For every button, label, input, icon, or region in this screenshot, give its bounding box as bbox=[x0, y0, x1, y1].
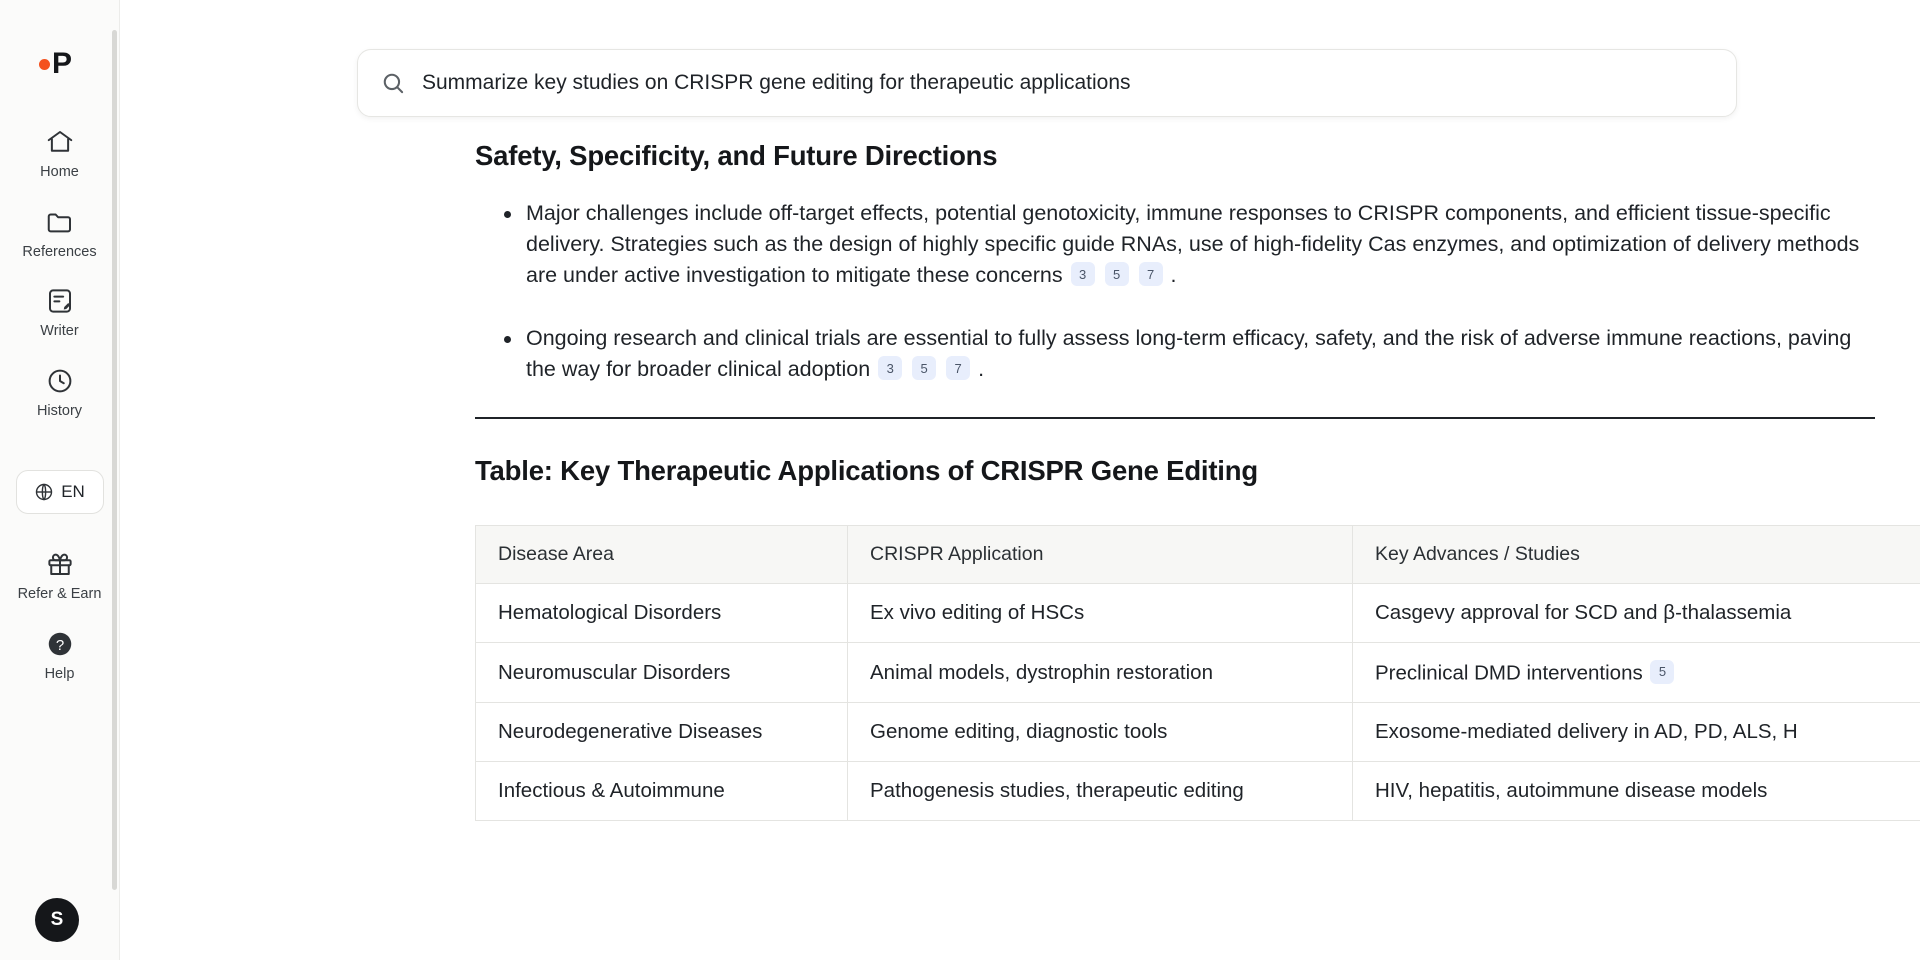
bullet-text: Ongoing research and clinical trials are essential to fully assess long-term efficacy, safety, and the risk of adverse immune reactions, paving the way for broader clinical adoption bbox=[526, 325, 1852, 381]
list-item bbox=[475, 323, 1875, 385]
applications-table bbox=[475, 525, 1920, 822]
cell-disease-area: Hematological Disorders bbox=[476, 583, 848, 642]
sidebar-item-help-label: Help bbox=[44, 665, 75, 682]
sidebar-item-references[interactable] bbox=[12, 206, 108, 260]
language-selector[interactable] bbox=[16, 470, 104, 514]
citation-chip[interactable]: 5 bbox=[912, 356, 936, 380]
sidebar-item-history-label: History bbox=[36, 402, 83, 419]
clock-icon bbox=[44, 365, 76, 397]
column-header-crispr-application: CRISPR Application bbox=[848, 525, 1353, 583]
table-row bbox=[476, 762, 1920, 821]
avatar[interactable] bbox=[35, 898, 79, 942]
main-content bbox=[120, 0, 1920, 960]
bullet-text: Major challenges include off-target effects, potential genotoxicity, immune responses to CRISPR components, and efficient tissue-specific delivery. Strategies such as the design of highly specific guide RNAs, use of high-fidelity Cas enzymes, and optimization of delivery methods are under active investigation to mitigate these concerns bbox=[526, 201, 1860, 287]
cell-advances-text: Preclinical DMD interventions bbox=[1375, 661, 1643, 685]
column-header-key-advances: Key Advances / Studies bbox=[1353, 525, 1920, 583]
sidebar-item-writer[interactable] bbox=[12, 285, 108, 339]
search-icon bbox=[380, 70, 406, 96]
cell-application: Ex vivo editing of HSCs bbox=[848, 583, 1353, 642]
cell-advances: Exosome-mediated delivery in AD, PD, ALS, H bbox=[1353, 703, 1920, 762]
sidebar-item-refer-earn[interactable] bbox=[12, 548, 108, 602]
citation-chip[interactable]: 7 bbox=[946, 356, 970, 380]
logo-letter: P bbox=[51, 47, 71, 80]
logo-wordmark bbox=[48, 47, 71, 81]
sidebar-item-history[interactable] bbox=[12, 365, 108, 419]
question-mark-icon bbox=[44, 628, 76, 660]
sidebar-item-home[interactable] bbox=[12, 126, 108, 180]
section-divider bbox=[475, 417, 1875, 419]
table-row bbox=[476, 642, 1920, 703]
sidebar-item-writer-label: Writer bbox=[40, 323, 79, 339]
svg-text:?: ? bbox=[55, 636, 64, 654]
cell-application: Genome editing, diagnostic tools bbox=[848, 703, 1353, 762]
search-input[interactable] bbox=[357, 49, 1737, 117]
table-row bbox=[476, 583, 1920, 642]
gift-icon bbox=[44, 548, 76, 580]
article-body bbox=[475, 140, 1875, 821]
bullet-list bbox=[475, 198, 1875, 385]
table-row bbox=[476, 703, 1920, 762]
cell-application: Animal models, dystrophin restoration bbox=[848, 642, 1353, 703]
home-icon bbox=[44, 126, 76, 158]
cell-application: Pathogenesis studies, therapeutic editing bbox=[848, 762, 1353, 821]
cell-advances bbox=[1353, 642, 1920, 703]
cell-disease-area: Neurodegenerative Diseases bbox=[476, 703, 848, 762]
bullet-text-tail: . bbox=[978, 356, 985, 381]
globe-icon bbox=[34, 482, 54, 502]
avatar-initial: S bbox=[50, 909, 64, 930]
table-header-row bbox=[476, 525, 1920, 583]
table-title: Table: Key Therapeutic Applications of CRISPR Gene Editing bbox=[475, 454, 1258, 486]
sidebar-scrollbar[interactable] bbox=[112, 30, 117, 890]
language-label: EN bbox=[61, 482, 85, 501]
citation-chip[interactable]: 7 bbox=[1139, 262, 1163, 286]
search-input-value: Summarize key studies on CRISPR gene editing for therapeutic applications bbox=[422, 71, 1131, 94]
sidebar-item-help[interactable] bbox=[12, 628, 108, 682]
logo-dot-icon bbox=[39, 59, 50, 70]
app-logo[interactable] bbox=[33, 44, 87, 84]
cell-advances: HIV, hepatitis, autoimmune disease models bbox=[1353, 762, 1920, 821]
sidebar-item-home-label: Home bbox=[40, 164, 79, 180]
cell-disease-area: Neuromuscular Disorders bbox=[476, 642, 848, 703]
cell-advances: Casgevy approval for SCD and β-thalassemia bbox=[1353, 583, 1920, 642]
section-title: Safety, Specificity, and Future Directions bbox=[475, 140, 998, 171]
list-item bbox=[475, 198, 1875, 291]
citation-chip[interactable]: 3 bbox=[878, 356, 902, 380]
pencil-note-icon bbox=[44, 285, 76, 317]
citation-chip[interactable]: 5 bbox=[1650, 660, 1674, 684]
citation-chip[interactable]: 5 bbox=[1105, 262, 1129, 286]
column-header-disease-area: Disease Area bbox=[476, 525, 848, 583]
sidebar-item-refer-earn-label: Refer & Earn bbox=[17, 586, 102, 602]
citation-chip[interactable]: 3 bbox=[1071, 262, 1095, 286]
cell-disease-area: Infectious & Autoimmune bbox=[476, 762, 848, 821]
bullet-text-tail: . bbox=[1170, 262, 1177, 287]
folder-icon bbox=[44, 206, 76, 238]
sidebar-item-references-label: References bbox=[22, 243, 97, 260]
sidebar bbox=[0, 0, 120, 960]
